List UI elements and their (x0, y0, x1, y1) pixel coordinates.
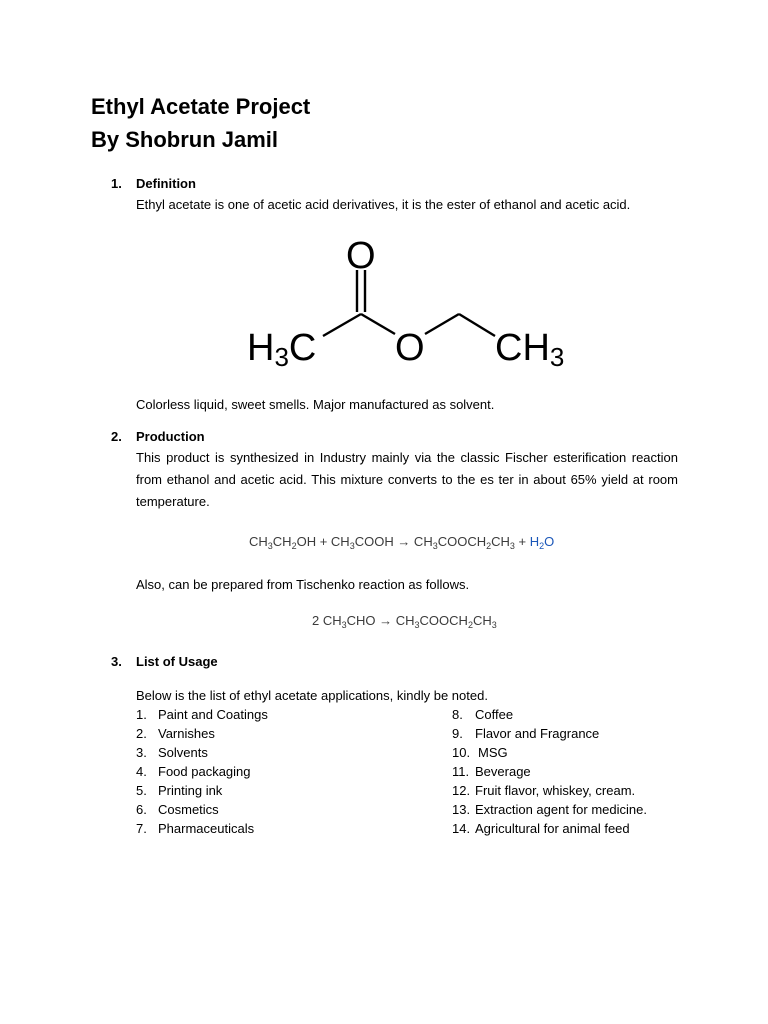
list-item: 14. Agricultural for animal feed (452, 821, 630, 836)
document-title: Ethyl Acetate Project (91, 94, 311, 119)
bond-methylene-methyl (459, 314, 495, 336)
list-item: 5. Printing ink (136, 783, 223, 798)
ester-oxygen: O (395, 327, 425, 369)
esterification-equation: $CH_3CH_2OH$ + $CH_3COOH$ → $CH_3COOCH_2CH_3 + H_2O$ (249, 534, 555, 551)
list-item: 12. Fruit flavor, whiskey, cream. (452, 783, 636, 798)
production-paragraph: This product is synthesized in Industry mainly via the classic Fischer esterification reaction from ethanol and acetic acid. This mixture converts to the es ter in about 65% yield at room temperature. (136, 450, 678, 509)
section-number: 1. (111, 176, 122, 191)
bond-oxygen-methylene (425, 314, 459, 334)
methyl-group-right: CH3 (495, 327, 565, 372)
list-item: 2. Varnishes (136, 726, 215, 741)
list-item: 8. Coffee (452, 707, 514, 722)
list-item: 6. Cosmetics (136, 802, 219, 817)
list-item: 11. Beverage (452, 764, 531, 779)
list-item: 1. Paint and Coatings (136, 707, 268, 722)
section-number: 3. (111, 654, 122, 669)
ethyl-acetate-structure (245, 232, 575, 372)
list-item: 4. Food packaging (136, 764, 251, 779)
tischenko-text: Also, can be prepared from Tischenko reaction as follows. (136, 577, 470, 592)
properties-text: Colorless liquid, sweet smells. Major manufactured as solvent. (136, 397, 495, 412)
usage-intro: Below is the list of ethyl acetate applications, kindly be noted. (136, 688, 488, 703)
definition-text: Ethyl acetate is one of acetic acid derivatives, it is the ester of ethanol and acetic acid. (136, 197, 631, 212)
document-author: By Shobrun Jamil (91, 127, 279, 152)
list-item: 3. Solvents (136, 745, 208, 760)
section-title: Definition (136, 176, 196, 191)
section-title: List of Usage (136, 654, 218, 669)
methyl-group-left: H3C (247, 327, 317, 372)
section-title: Production (136, 429, 205, 444)
list-item: 7. Pharmaceuticals (136, 821, 255, 836)
list-item: 13. Extraction agent for medicine. (452, 802, 647, 817)
section-number: 2. (111, 429, 122, 444)
usage-list-left (136, 707, 268, 840)
list-item: 10. MSG (452, 745, 508, 760)
water-product: $H_2O$ (529, 534, 555, 551)
bond-carbonyl-oxygen (361, 314, 395, 334)
tischenko-equation: 2 $CH_3CHO$ → $CH_3COOCH_2CH_3$ (312, 613, 497, 630)
list-item: 9. Flavor and Fragrance (452, 726, 600, 741)
carbonyl-oxygen: O (346, 235, 376, 277)
bond-methyl-carbonyl (323, 314, 361, 336)
usage-list-right (452, 707, 647, 840)
